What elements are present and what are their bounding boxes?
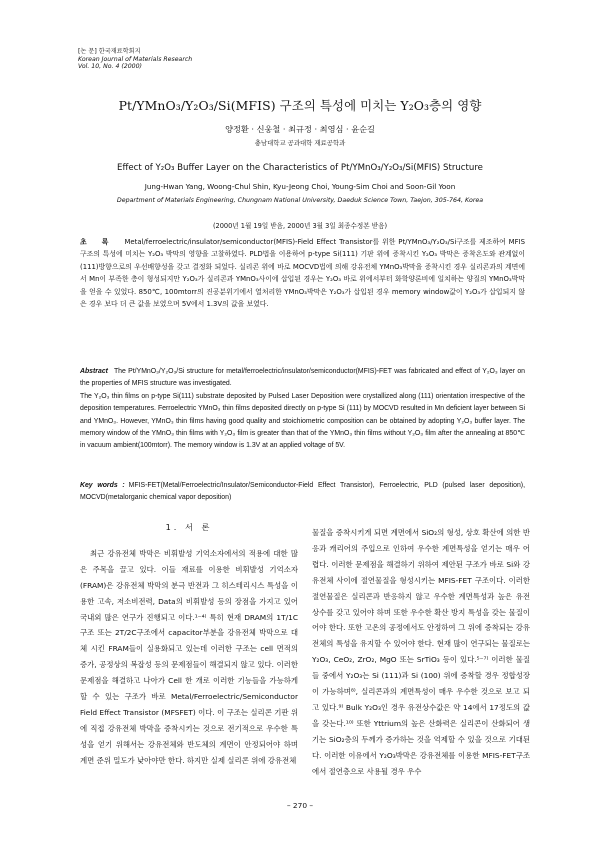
keywords-label: Key words : [80, 482, 125, 489]
body-paragraph-left: 최근 강유전체 박막은 비휘발성 기억소자에서의 적용에 대한 많은 주목을 끌고 있다. 이들 재료를 이용한 비휘발성 기억소자(FRAM)은 강유전체 박막의 분극 반전과 그 히스테리시스 특성을 이용한 고속, 저소비전력, Data의 비휘발성 등의 장점을 가지고 있어 국내외 많은 연구가 진행되고 이다.¹⁻⁴⁾ 특히 현재 DRAM의 1T/1C구조 또는 2T/2C구조에서 capacitor부분을 강유전체 박막으로 대체 시킨 FRAM들이 실용화되고 있는데 이러한 구조는 cell 면적의 증가, 공정상의 복잡성 등의 문제점들이 해결되지 않고 있다. 이러한 문제점을 해결하고 나아가 Cell 한 개로 이러한 기능들을 가능하게 할 수 있는 구조가 바로 Metal/Ferroelectric/Semiconductor Field Effect Transistor (MFSFET) 이다. 이 구조는 실리콘 기판 위에 직접 강유전체 박막을 증착시키는 것으로 전기적으로 우수한 특성을 얻기 위해서는 강유전체와 반도체의 계면이 안정되어야 하며 계면 준위 밀도가 낮아야만 한다. 하지만 실제 실리콘 위에 강유전체 [80, 548, 298, 765]
body-paragraph-right: 물질을 증착시키게 되면 계면에서 SiO₂의 형성, 상호 확산에 의한 반응과 캐리어의 주입으로 인하여 우수한 계면특성을 얻기는 매우 어렵다. 이러한 문제점을 해결하기 위하여 제안된 구조가 바로 Si와 강유전체 사이에 절연물질을 형성시키는 MFIS-FET 구조이다. 이러한 절연물질은 실리콘과 반응하지 않고 우수한 계면특성과 높은 유전 상수를 갖고 있어야 하며 또한 우수한 확산 방지 특성을 갖는 물질이어야 한다. 또한 고온의 공정에서도 안정하여 그 위에 증착되는 강유전체의 특성을 유지할 수 있어야 한다. 현재 많이 연구되는 물질로는 Y₂O₃, CeO₂, ZrO₂, MgO 또는 SrTiO₃ 등이 있다.⁵⁻⁷⁾ 이러한 물질들 중에서 Y₂O₃는 Si (111)과 Si (100) 위에 증착할 경우 정합성장이 가능하며⁸⁾, 실리콘과의 계면특성이 매우 우수한 것으로 보고 되고 있다.⁹⁾ Bulk Y₂O₃인 경우 유전상수값은 약 14에서 17정도의 값을 갖는다.¹⁰⁾ 또한 Yttrium의 높은 산화력은 실리콘이 산화되어 생기는 SiO₂층의 두께가 증가하는 것을 억제할 수 있을 것으로 기대된다. 이러한 이유에서 Y₂O₃박막은 강유전체를 이용한 MFIS-FET구조에서 절연층으로 사용될 경우 우수 [312, 528, 530, 776]
body-column-left [80, 510, 298, 769]
journal-header [78, 48, 192, 71]
received-dates: (2000년 1월 19일 받음, 2000년 3월 3일 최종수정본 받음) [212, 222, 388, 230]
body-column-right [312, 525, 530, 780]
paper-title-korean: Pt/YMnO₃/Y₂O₃/Si(MFIS) 구조의 특성에 미치는 Y₂O₃층의 영향 [118, 98, 482, 113]
paper-title-english: Effect of Y₂O₃ Buffer Layer on the Characteristics of Pt/YMnO₃/Y₂O₃/Si(MFIS) Structure [117, 163, 483, 173]
abstract-english-label: Abstract [80, 368, 108, 375]
affiliation-korean: 충남대학교 공과대학 재료공학과 [254, 139, 346, 147]
affiliation-english: Department of Materials Engineering, Chungnam National University, Daeduk Science Town, Taejon, 305-764, Korea [116, 197, 484, 204]
authors-korean: 양정환 · 신웅철 · 최규정 · 최영심 · 윤순길 [225, 124, 375, 134]
abstract-korean-text: Metal/ferroelectric/insulator/semiconductor(MFIS)-Field Effect Transistor를 위한 Pt/YMnO₃/Y₂O₃/Si구조를 제조하여 MFIS구조의 특성에 미치는 Y₂O₃ 박막의 영향을 고찰하였다. PLD법을 이용하여 p-type Si(111) 기판 위에 증착시킨 Y₂O₃ 박막은 증착온도와 관계없이 (111)방향으로의 우선배향성을 갖고 결정화 되었다. 실리콘 위에 바로 MOCVD법에 의해 강유전체 YMnO₃박막을 증착시킨 경우 실리콘과의 계면에서 Mn이 부족한 층이 형성되지만 Y₂O₃가 실리콘과 YMnO₃사이에 삽입된 경우는 Y₂O₃ 바로 위에서부터 화학양론비에 일치하는 양질의 YMnO₃박막을 얻을 수 있었다. 850℃, 100mtorr의 진공분위기에서 열처리한 YMnO₃박막은 Y₂O₃가 삽입된 경우 memory window값이 Y₂O₃가 삽입되지 않은 경우 보다 더 큰 값을 보였으며 5V에서 1.3V의 값을 보였다. [80, 238, 525, 309]
journal-volume: Vol. 10, No. 4 (2000) [78, 63, 142, 71]
keywords-text: MFIS-FET(Metal/Ferroelectric/Insulator/Semiconductor-Field Effect Transistor), Ferroelectric, PLD (pulsed laser deposition), MOCVD(metalorganic chemical vapor deposition) [80, 482, 525, 502]
journal-tag: [논 문] 한국재료학회지 [78, 48, 141, 55]
section-title-introduction: 1. 서 론 [165, 522, 213, 532]
abstract-korean [80, 236, 525, 310]
journal-name-en: Korean Journal of Materials Research [78, 55, 193, 63]
abstract-english [80, 366, 525, 453]
abstract-english-p2: The Y₂O₃ thin films on p-type Si(111) substrate deposited by Pulsed Laser Deposition were crystallized along (111) orientation irrespective of the deposition temperatures. Ferroelectric YMnO₃ thin films deposited directly on p-type Si (111) by MOCVD resulted in Mn deficient layer between Si and YMnO₃. However, YMnO₃ thin films having good quality and stoichiometric composition can be obtained by adopting Y₂O₃ buffer layer. The memory window of the YMnO₃ thin films with Y₂O₃ film is greater than that of the YMnO₃ thin films without Y₂O₃ film after the annealing at 850℃ in vacuum ambient(100mtorr). The memory window is 1.3V at an applied voltage of 5V. [80, 392, 525, 450]
keywords [80, 480, 525, 505]
page-number: – 270 – [286, 801, 314, 810]
abstract-korean-label: 초 록 [80, 238, 115, 246]
abstract-english-p1: The Pt/YMnO₃/Y₂O₃/Si structure for metal/ferroelectric/insulator/semiconductor(MFIS)-FET was fabricated and effect of Y₂O₃ layer on the properties of MFIS structure was investigated. [80, 368, 525, 388]
authors-english: Jung-Hwan Yang, Woong-Chul Shin, Kyu-Jeong Choi, Young-Sim Choi and Soon-Gil Yoon [144, 182, 456, 191]
